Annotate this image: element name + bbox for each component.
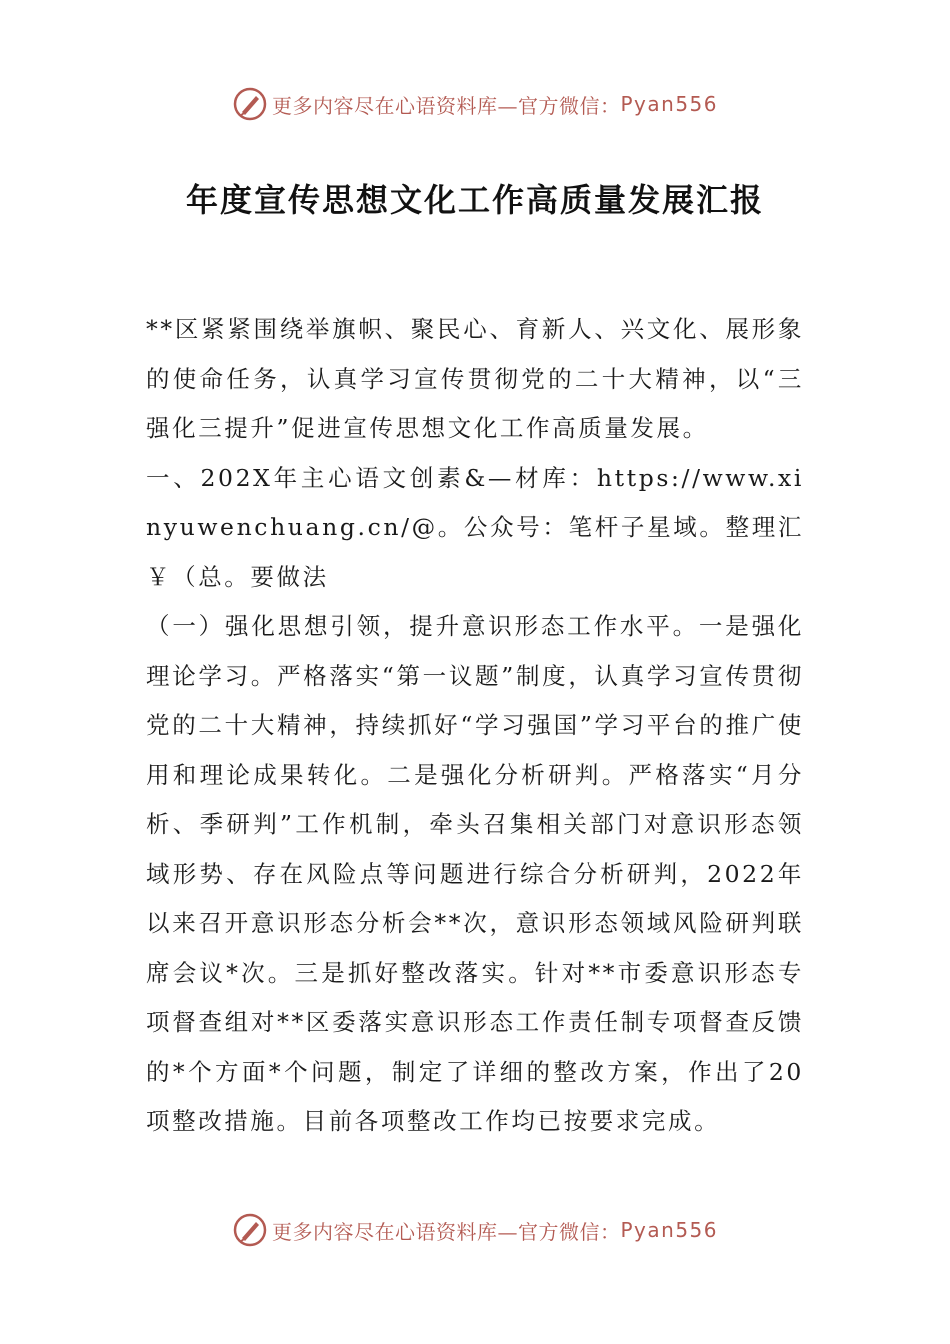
- banner-wechat-id: Pyan556: [620, 1218, 718, 1242]
- paragraph-section-one: （一）强化思想引领，提升意识形态工作水平。一是强化理论学习。严格落实“第一议题”制度，认真学习宣传贯彻党的二十大精神，持续抓好“学习强国”学习平台的推广使用和理论成果转化。二是强化分析研判。严格落实“月分析、季研判”工作机制，牵头召集相关部门对意识形态领域形势、存在风险点等问题进行综合分析研判，2022年以来召开意识形态分析会**次，意识形态领域风险研判联席会议*次。三是抓好整改落实。针对**市委意识形态专项督查组对**区委落实意识形态工作责任制专项督查反馈的*个方面*个问题，制定了详细的整改方案，作出了20项整改措施。目前各项整改工作均已按要求完成。: [146, 612, 804, 1135]
- document-body: [146, 305, 804, 1147]
- paragraph-intro: **区紧紧围绕举旗帜、聚民心、育新人、兴文化、展形象的使命任务，认真学习宣传贯彻党的二十大精神，以“三强化三提升”促进宣传思想文化工作高质量发展。: [146, 315, 804, 442]
- document-title: 年度宣传思想文化工作高质量发展汇报: [185, 181, 764, 219]
- banner-text: 更多内容尽在心语资料库—官方微信：: [271, 93, 621, 118]
- banner-wechat-id: Pyan556: [620, 92, 718, 116]
- quill-logo-icon: [232, 86, 268, 122]
- footer-watermark-banner: [0, 1210, 950, 1250]
- quill-logo-icon: [232, 1212, 268, 1248]
- banner-text: 更多内容尽在心语资料库—官方微信：: [271, 1219, 621, 1244]
- header-watermark-banner: [0, 84, 950, 124]
- paragraph-section-heading: 一、202X年主心语文创素&—材库：https://www.xinyuwenchuang.cn/@。公众号：笔杆子星域。整理汇￥（总。要做法: [146, 463, 804, 591]
